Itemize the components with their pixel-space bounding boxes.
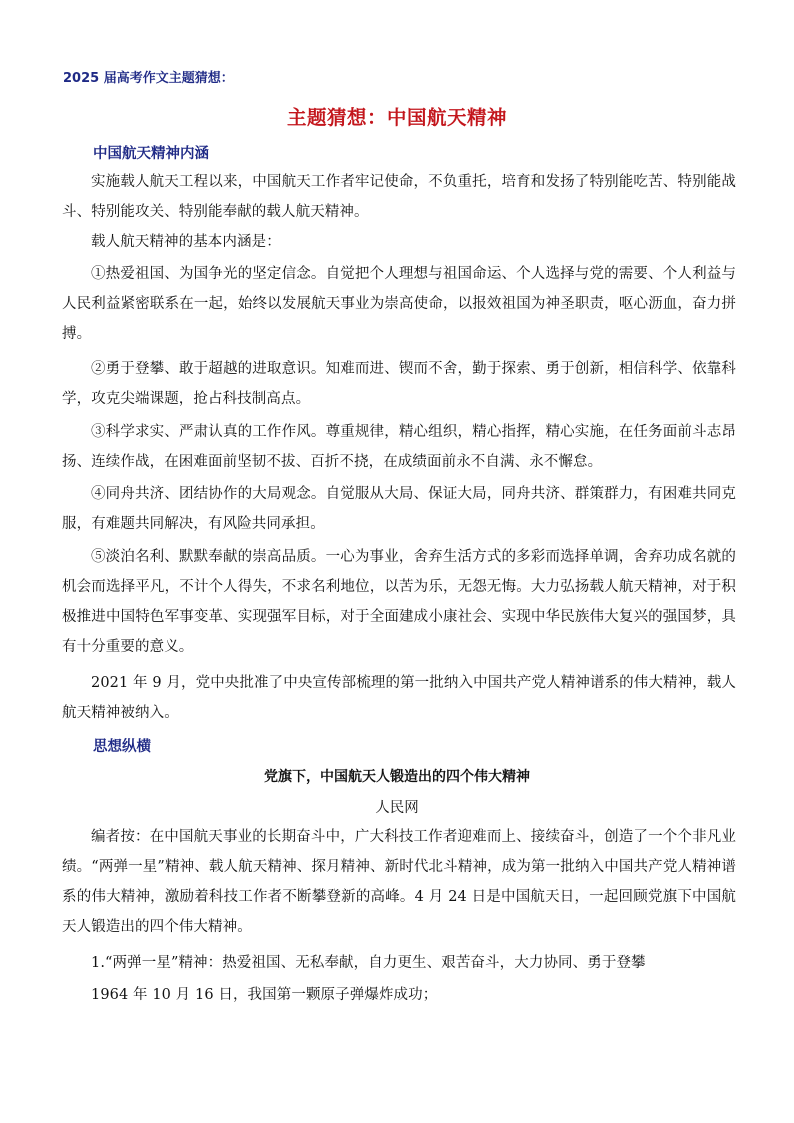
article-title: 党旗下，中国航天人锻造出的四个伟大精神 [264,769,530,785]
paragraph: ③科学求实、严肃认真的工作作风。尊重规律，精心组织，精心指挥，精心实施，在任务面前斗志昂扬、连续作战，在困难面前坚韧不拔、百折不挠，在成绩面前永不自满、永不懈怠。 [62,424,736,470]
paragraph: 载人航天精神的基本内涵是： [91,234,281,250]
paragraph: 1.“两弹一星”精神：热爱祖国、无私奉献，自力更生、艰苦奋斗，大力协同、勇于登攀 [91,955,646,971]
main-title: 主题猜想：中国航天精神 [286,106,507,129]
paragraph: 实施载人航天工程以来，中国航天工作者牢记使命，不负重托，培育和发扬了特别能吃苦、特别能战斗、特别能攻关、特别能奉献的载人航天精神。 [62,174,736,220]
paragraph: ①热爱祖国、为国争光的坚定信念。自觉把个人理想与祖国命运、个人选择与党的需要、个人利益与人民利益紧密联系在一起，始终以发展航天事业为崇高使命，以报效祖国为神圣职责，呕心沥血，奋力拼搏。 [62,266,736,342]
article-source: 人民网 [375,800,419,816]
paragraph: ④同舟共济、团结协作的大局观念。自觉服从大局、保证大局，同舟共济、群策群力，有困难共同克服，有难题共同解决，有风险共同承担。 [62,486,736,532]
pre-title: 2025 届高考作文主题猜想： [63,71,234,86]
paragraph: 1964 年 10 月 16 日，我国第一颗原子弹爆炸成功； [91,987,438,1003]
section-heading-thoughts: 思想纵横 [93,739,151,755]
paragraph: ⑤淡泊名利、默默奉献的崇高品质。一心为事业，舍弃生活方式的多彩而选择单调，舍弃功成名就的机会而选择平凡，不计个人得失，不求名利地位，以苦为乐，无怨无悔。大力弘扬载人航天精神，对于积极推进中国特色军事变革、实现强军目标，对于全面建成小康社会、实现中华民族伟大复兴的强国梦，具有十分重要的意义。 [62,549,736,655]
paragraph: ②勇于登攀、敢于超越的进取意识。知难而进、锲而不舍，勤于探索、勇于创新，相信科学、依靠科学，攻克尖端课题，抢占科技制高点。 [62,361,736,407]
section-heading-connotation: 中国航天精神内涵 [93,146,209,162]
paragraph: 编者按：在中国航天事业的长期奋斗中，广大科技工作者迎难而上、接续奋斗，创造了一个个非凡业绩。“两弹一星”精神、载人航天精神、探月精神、新时代北斗精神，成为第一批纳入中国共产党人精神谱系的伟大精神，激励着科技工作者不断攀登新的高峰。4 月 24 日是中国航天日，一起回顾党旗下中国航天人锻造出的四个伟大精神。 [62,829,736,935]
paragraph: 2021 年 9 月，党中央批准了中央宣传部梳理的第一批纳入中国共产党人精神谱系的伟大精神，载人航天精神被纳入。 [62,675,736,721]
